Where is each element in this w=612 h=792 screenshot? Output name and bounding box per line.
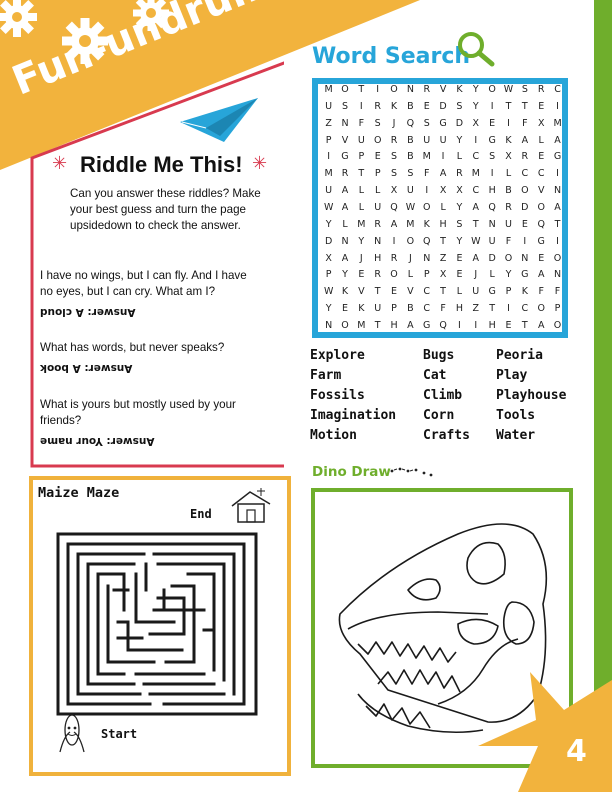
grid-letter: Y [472,84,479,95]
grid-letter: R [390,134,398,146]
maze-paths [54,530,264,720]
grid-letter: T [440,286,446,298]
grid-letter: K [390,100,398,112]
word-list-item: Explore [310,348,365,363]
grid-letter: G [341,151,349,163]
grid-letter: Q [439,319,447,331]
grid-letter: W [503,84,514,95]
grid-letter: S [407,168,414,180]
grid-letter: I [507,303,510,315]
grid-letter: X [325,252,332,264]
grid-letter: P [374,168,381,180]
dino-title: Dino Draw [312,464,391,480]
grid-letter: C [521,168,529,180]
grid-letter: M [406,218,415,230]
grid-letter: K [423,218,430,230]
grid-letter: L [358,185,364,197]
grid-letter: B [407,100,414,112]
grid-letter: Q [406,117,415,129]
snowflake-icon: ✳ [252,153,268,174]
grid-letter: A [407,319,414,331]
grid-letter: B [407,134,414,146]
grid-letter: W [471,235,481,247]
word-search-title: Word Search [312,44,471,69]
grid-letter: P [554,303,561,315]
grid-letter: I [425,185,429,197]
grid-letter: R [374,218,381,230]
grid-letter: X [456,185,463,197]
grid-letter: N [553,269,562,281]
riddle-answer: Answer: Your name [40,435,155,447]
grid-letter: N [423,252,431,264]
grid-letter: D [455,117,464,129]
grid-letter: O [341,84,349,95]
word-list-item: Climb [423,388,463,403]
grid-letter: O [553,319,562,331]
word-list-item: Playhouse [496,388,567,403]
grid-letter: I [392,235,396,247]
grid-letter: Y [456,134,463,146]
word-list-item: Tools [496,408,536,423]
grid-letter: N [553,185,562,197]
grid-letter: T [505,100,512,112]
grid-letter: T [440,235,446,247]
grid-letter: D [324,235,333,247]
grid-letter: V [537,185,545,197]
grid-letter: G [553,151,562,163]
grid-letter: A [439,168,447,180]
grid-letter: E [358,269,365,281]
grid-letter: Y [472,100,479,112]
grid-letter: I [523,235,527,247]
grid-letter: W [323,286,334,298]
grid-letter: O [488,84,496,95]
grid-letter: S [489,151,496,163]
grid-letter: I [376,84,380,95]
grid-letter: B [407,303,414,315]
grid-letter: T [374,286,381,298]
grid-letter: R [537,84,545,95]
grid-letter: X [472,117,480,129]
grid-letter: Z [325,117,332,129]
grid-letter: L [538,134,544,146]
grid-letter: U [406,185,414,197]
grid-letter: Y [342,269,348,281]
grid-letter: O [390,84,398,95]
grid-letter: U [374,201,382,213]
grid-letter: D [488,252,496,264]
grid-letter: G [488,286,496,298]
magnifier-icon [456,30,498,68]
grid-letter: M [553,117,562,129]
grid-letter: P [358,151,365,163]
grid-letter: T [374,319,381,331]
grid-letter: Q [423,235,431,247]
grid-letter: Q [488,201,496,213]
grid-letter: C [537,168,545,180]
grid-letter: M [357,218,366,230]
grid-letter: D [439,100,447,112]
grid-letter: G [439,117,447,129]
grid-letter: V [358,286,365,298]
grid-letter: A [472,252,480,264]
grid-letter: C [554,84,561,95]
grid-letter: N [374,235,382,247]
grid-letter: E [341,303,348,315]
grid-letter: P [325,269,332,281]
grid-letter: Y [456,235,463,247]
grid-letter: U [325,100,333,112]
grid-letter: S [456,218,463,230]
grid-letter: O [553,252,562,264]
grid-letter: B [407,151,414,163]
grid-letter: L [456,286,463,298]
grid-letter: K [456,84,463,95]
grid-letter: A [537,269,545,281]
grid-letter: W [323,201,334,213]
maze-title: Maize Maze [38,485,120,501]
grid-letter: E [391,286,398,298]
word-list-item: Peoria [496,348,543,363]
riddle-question: What has words, but never speaks? [40,341,225,354]
grid-letter: M [422,151,431,163]
grid-letter: T [521,319,528,331]
grid-letter: F [440,303,446,315]
grid-letter: O [341,319,349,331]
grid-letter: H [374,252,382,264]
grid-letter: A [554,201,561,213]
grid-letter: O [390,269,398,281]
grid-letter: Y [358,235,365,247]
grid-letter: O [504,252,513,264]
grid-letter: S [521,84,528,95]
grid-letter: S [423,117,430,129]
word-list-item: Play [496,368,528,383]
grid-letter: K [358,303,365,315]
grid-letter: V [439,84,447,95]
grid-letter: L [358,201,364,213]
grid-letter: R [423,84,431,95]
word-list-item: Crafts [423,428,470,443]
riddle-intro: Can you answer these riddles? Make your best guess and turn the page upsidedown to check the answer. [70,187,261,232]
grid-letter: L [456,151,463,163]
grid-letter: S [391,151,398,163]
grid-letter: S [391,168,398,180]
grid-letter: H [488,185,496,197]
grid-letter: E [538,100,545,112]
grid-letter: Q [537,218,545,230]
grid-letter: S [374,117,381,129]
grid-letter: Q [390,201,398,213]
grid-letter: E [505,319,512,331]
grid-letter: G [521,269,529,281]
grid-letter: C [472,185,480,197]
grid-letter: O [423,201,431,213]
grid-letter: U [357,134,365,146]
grid-letter: R [341,168,349,180]
grid-letter: G [488,134,496,146]
grid-letter: L [440,201,446,213]
grid-letter: H [488,319,496,331]
grid-letter: P [391,303,397,315]
grid-letter: T [472,218,479,230]
grid-letter: I [441,151,445,163]
grid-letter: I [556,168,559,180]
word-list-item: Imagination [310,408,397,423]
grid-letter: X [390,185,398,197]
grid-letter: N [341,235,349,247]
grid-letter: I [507,117,510,129]
grid-letter: L [505,168,512,180]
grid-letter: J [392,117,396,129]
word-list-item: Farm [310,368,342,383]
grid-letter: X [439,185,447,197]
grid-letter: M [357,319,366,331]
grid-letter: J [408,252,412,264]
grid-letter: P [423,269,430,281]
grid-letter: N [325,319,333,331]
grid-letter: A [341,185,349,197]
word-list-item: Corn [423,408,455,423]
word-list-item: Water [496,428,536,443]
grid-letter: M [324,168,333,180]
riddle-question: I have no wings, but I can fly. And I have no eyes, but I can cry. What am I? [40,269,247,298]
grid-letter: E [374,151,381,163]
grid-letter: E [489,117,496,129]
grid-letter: C [472,151,480,163]
grid-letter: L [489,269,495,281]
grid-letter: K [521,286,528,298]
grid-letter: J [474,269,478,281]
grid-letter: K [341,286,349,298]
grid-letter: U [374,303,382,315]
grid-letter: Z [439,252,447,264]
grid-letter: T [521,100,528,112]
grid-letter: N [341,117,349,129]
grid-letter: E [538,252,545,264]
grid-letter: P [325,134,332,146]
grid-letter: A [554,134,561,146]
grid-letter: A [472,201,480,213]
grid-letter: U [472,286,480,298]
grid-letter: X [439,269,447,281]
grid-letter: I [490,100,494,112]
grid-letter: Y [325,303,332,315]
gear-icon [0,0,38,38]
word-list-item: Cat [423,368,447,383]
word-list-item: Bugs [423,348,455,363]
grid-letter: M [324,84,333,95]
grid-letter: Z [472,303,480,315]
grid-letter: A [341,201,349,213]
page-number: 4 [566,734,587,769]
grid-letter: I [458,319,461,331]
grid-letter: N [521,252,529,264]
grid-letter: T [489,303,496,315]
riddle-title: Riddle Me This! [80,152,243,177]
grid-letter: F [522,117,528,129]
grid-letter: C [423,286,431,298]
grid-letter: N [406,84,414,95]
grid-letter: A [390,218,398,230]
grid-letter: T [358,168,365,180]
grid-letter: O [537,201,545,213]
grid-letter: I [327,151,331,163]
word-list-item: Motion [310,428,357,443]
grid-letter: B [505,185,512,197]
grid-letter: J [359,252,363,264]
riddle-answer: Answer: A cloud [40,306,136,318]
grid-letter: A [341,252,349,264]
maze-start-label: Start [101,727,138,741]
grid-letter: R [374,269,381,281]
grid-letter: R [390,252,398,264]
grid-letter: U [439,134,447,146]
grid-letter: V [407,286,414,298]
grid-letter: S [341,100,348,112]
grid-letter: T [554,218,561,230]
grid-letter: G [537,235,545,247]
grid-letter: I [490,168,494,180]
grid-letter: E [521,218,528,230]
grid-letter: O [406,235,415,247]
grid-letter: Y [456,201,463,213]
grid-letter: F [358,117,365,129]
maze-end-label: End [190,507,212,521]
grid-letter: F [505,235,512,247]
grid-letter: X [505,151,512,163]
grid-letter: N [488,218,496,230]
grid-letter: I [474,319,478,331]
grid-letter: C [423,303,431,315]
grid-letter: E [423,100,430,112]
grid-letter: R [374,100,381,112]
grid-letter: U [423,134,431,146]
dinosaur-tracks-icon [386,462,436,480]
riddle-answer: Answer: A book [40,362,133,374]
grid-letter: I [474,134,478,146]
grid-letter: R [456,168,463,180]
grid-letter: M [471,168,480,180]
grid-letter: F [538,286,544,298]
grid-letter: L [342,218,348,230]
grid-letter: E [456,269,463,281]
grid-letter: V [341,134,349,146]
grid-letter: K [505,134,512,146]
barn-icon [228,486,278,526]
grid-letter: F [424,168,430,180]
grid-letter: H [439,218,447,230]
grid-letter: E [456,252,463,264]
grid-letter: T [358,84,365,95]
grid-letter: L [407,269,414,281]
grid-letter: D [521,201,529,213]
grid-letter: W [405,201,416,213]
grid-letter: R [505,201,512,213]
riddle-question: What is yours but mostly used by your friends? [40,398,236,427]
grid-letter: C [521,303,529,315]
grid-letter: U [325,185,333,197]
grid-letter: L [375,185,381,197]
grid-letter: U [488,235,496,247]
grid-letter: R [521,151,529,163]
grid-letter: A [537,319,545,331]
paper-plane-icon [180,92,260,148]
grid-letter: Y [325,218,332,230]
grid-letter: I [556,100,559,112]
grid-letter: S [456,100,463,112]
snowflake-icon: ✳ [52,153,68,174]
grid-letter: Y [505,269,512,281]
grid-letter: I [556,235,559,247]
grid-letter: G [423,319,431,331]
grid-letter: X [537,117,545,129]
grid-letter: I [359,100,363,112]
grid-letter: O [521,185,529,197]
grid-letter: O [537,303,545,315]
grid-letter: F [554,286,561,298]
grid-letter: U [505,218,512,230]
grid-letter: H [390,319,398,331]
corner-star [478,650,612,792]
grid-letter: H [455,303,464,315]
grid-letter: A [521,134,529,146]
grid-letter: E [538,151,545,163]
grid-letter: O [373,134,382,146]
word-list-item: Fossils [310,388,365,403]
grid-letter: P [505,286,512,298]
